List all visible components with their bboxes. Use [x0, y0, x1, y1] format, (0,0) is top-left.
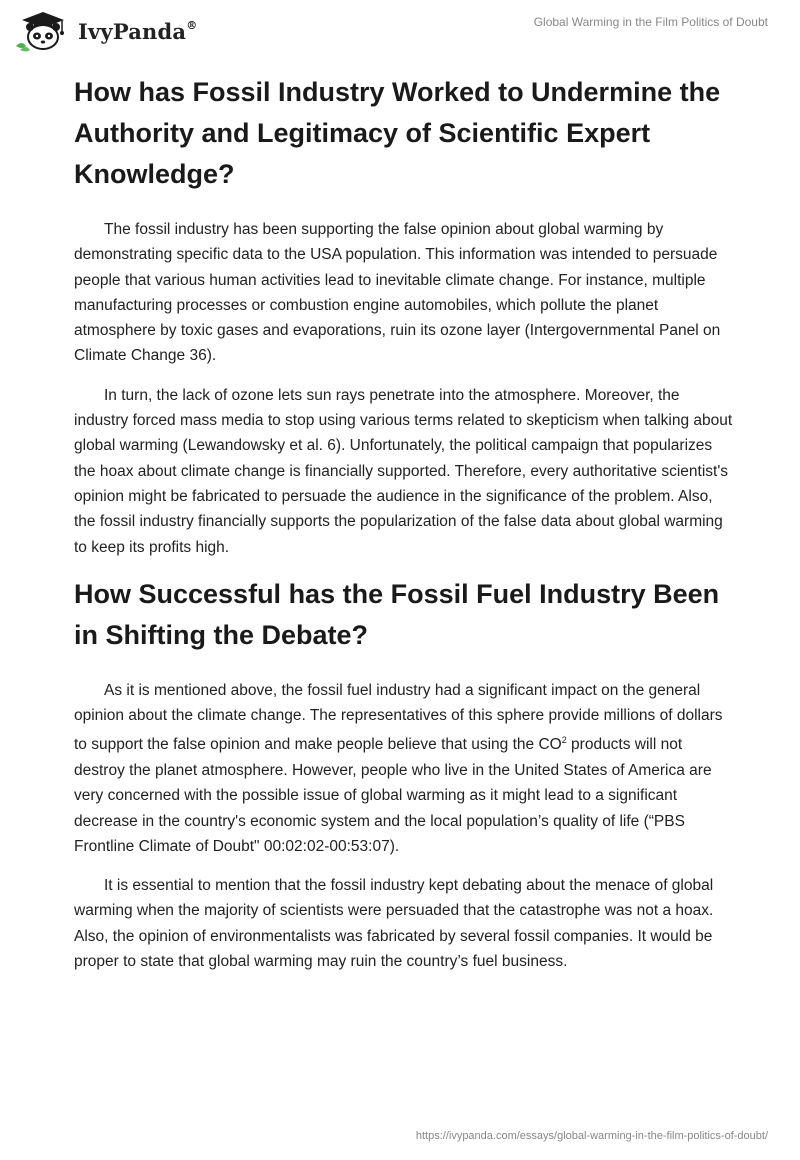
brand-name: IvyPanda® [78, 18, 198, 44]
paragraph-text: As it is mentioned above, the fossil fuel industry had a significant impact on the general opinion about the climate change. The representatives of this sphere provide millions of dollars to support the false opinion and make people believe that using the CO [74, 681, 723, 754]
footer-url-link[interactable]: https://ivypanda.com/essays/global-warming-in-the-film-politics-of-doubt/ [415, 1130, 768, 1142]
superscript: 2 [561, 735, 567, 746]
ivypanda-logo[interactable] [14, 10, 197, 52]
essay-content [74, 72, 734, 974]
page-header [0, 0, 800, 60]
paragraph: It is essential to mention that the fossil industry kept debating about the menace of global warming when the majority of scientists were persuaded that the catastrophe was not a hoax. Also, the opinion of environmentalists was fabricated by several fossil companies. It would be proper to state that global warming may ruin the country’s fuel business. [74, 877, 714, 970]
registered-mark: ® [186, 18, 198, 32]
document-title: Global Warming in the Film Politics of Doubt [533, 15, 768, 29]
section-heading: How Successful has the Fossil Fuel Industry Been in Shifting the Debate? [74, 578, 720, 650]
section-heading: How has Fossil Industry Worked to Undermine the Authority and Legitimacy of Scientific Expert Knowledge? [74, 77, 721, 189]
paragraph-text: products will not destroy the planet atmosphere. However, people who live in the United States of America are very concerned with the possible issue of global warming as it might lead to a significant decrease in the country's economic system and the local population’s quality of life (“PBS Frontline Climate of Doubt" 00:02:02-00:53:07). [74, 736, 712, 855]
paragraph [74, 678, 734, 859]
paragraph: The fossil industry has been supporting the false opinion about global warming by demonstrating specific data to the USA population. This information was intended to persuade people that various human activities lead to inevitable climate change. For instance, multiple manufacturing processes or combustion engine automobiles, which pollute the planet atmosphere by toxic gases and evaporations, ruin its ozone layer (Intergovernmental Panel on Climate Change 36). [74, 221, 721, 365]
paragraph: In turn, the lack of ozone lets sun rays penetrate into the atmosphere. Moreover, the industry forced mass media to stop using various terms related to skepticism when talking about global warming (Lewandowsky et al. 6). Unfortunately, the political campaign that popularizes the hoax about climate change is financially supported. Therefore, every authoritative scientist's opinion might be fabricated to persuade the audience in the significance of the problem. Also, the fossil industry financially supports the popularization of the false data about global warming to keep its profits high. [74, 386, 733, 556]
panda-graduation-cap-icon [14, 10, 72, 52]
